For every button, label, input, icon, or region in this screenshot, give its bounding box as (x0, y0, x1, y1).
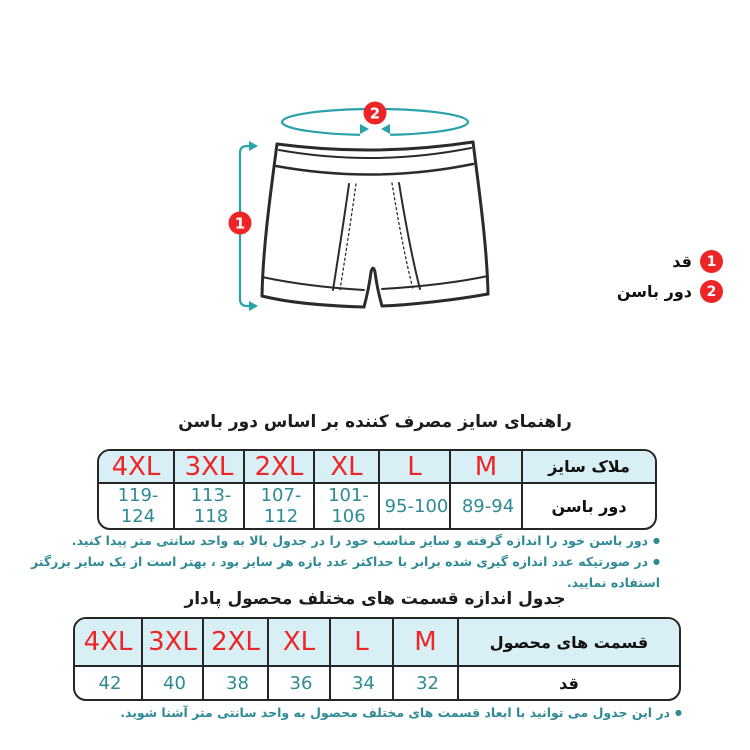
height-values-row (75, 667, 679, 699)
height-value-cell: 32 (394, 667, 459, 699)
hip-value-cell: 101-106 (315, 484, 380, 528)
size-header-cell: 2XL (245, 451, 315, 484)
size-header-cell: 4XL (99, 451, 175, 484)
bullet-icon (670, 703, 682, 718)
hip-values-row (99, 484, 655, 528)
waist-measure-arrow (282, 102, 468, 139)
size-header-cell: 2XL (204, 619, 269, 667)
note-round-up: ● در صورتیکه عدد اندازه گیری شده برابر با حداکثر عدد بازه هر سایز بود ، بهتر است از یک سایز بزرگتر استفاده نمایید. (0, 552, 660, 592)
height-value-cell: 34 (331, 667, 394, 699)
size-header-cell: 3XL (175, 451, 245, 484)
measurement-legend (617, 250, 723, 303)
bullet-icon (648, 552, 660, 567)
boxer-shorts-drawing (262, 142, 488, 307)
legend-label-height: قد (672, 252, 692, 271)
hip-value-cell: 95-100 (380, 484, 451, 528)
size-header-cell: 4XL (75, 619, 143, 667)
height-measure-arrow (229, 141, 259, 311)
legend-item-hip (617, 280, 723, 303)
size-header-cell: XL (315, 451, 380, 484)
height-value-cell: 42 (75, 667, 143, 699)
size-header-cell: L (331, 619, 394, 667)
parts-table (73, 617, 681, 701)
legend-badge-2: 2 (700, 280, 723, 303)
legend-item-height (617, 250, 723, 273)
hip-value-cell: 113-118 (175, 484, 245, 528)
size-header-cell: L (380, 451, 451, 484)
legend-badge-1: 1 (700, 250, 723, 273)
size-guide-title: راهنمای سایز مصرف کننده بر اساس دور باسن (178, 412, 572, 432)
parts-label-cell: قسمت های محصول (459, 619, 679, 667)
criterion-label-cell: ملاک سایز (523, 451, 655, 484)
height-value-cell: 40 (143, 667, 204, 699)
note-measure-hip: ● دور باسن خود را اندازه گرفته و سایز مناسب خود را در جدول بالا به واحد سانتی متر پیدا کنید. (0, 531, 660, 552)
height-value-cell: 38 (204, 667, 269, 699)
marker-1-number: 1 (234, 214, 246, 233)
size-guide-header-row (99, 451, 655, 484)
size-header-cell: 3XL (143, 619, 204, 667)
parts-table-note (120, 703, 682, 724)
note-dimensions: ● در این جدول می توانید با ابعاد قسمت های مختلف محصول به واحد سانتی متر آشنا شوید. (120, 703, 682, 724)
hip-value-cell: 107-112 (245, 484, 315, 528)
legend-label-hip: دور باسن (616, 282, 692, 301)
height-value-cell: 36 (269, 667, 331, 699)
bullet-icon (648, 531, 660, 546)
height-row-label-cell: قد (559, 673, 579, 693)
hip-row-label-cell: دور باسن (551, 496, 627, 516)
size-header-cell: M (451, 451, 523, 484)
size-header-cell: M (394, 619, 459, 667)
parts-header-row (75, 619, 679, 667)
hip-value-cell: 119-124 (99, 484, 175, 528)
size-guide-table (97, 449, 657, 530)
hip-value-cell: 89-94 (451, 484, 523, 528)
parts-table-title: جدول اندازه قسمت های مختلف محصول پادار (184, 589, 566, 609)
size-header-cell: XL (269, 619, 331, 667)
size-guide-notes (0, 531, 660, 592)
marker-2-number: 2 (369, 104, 381, 123)
